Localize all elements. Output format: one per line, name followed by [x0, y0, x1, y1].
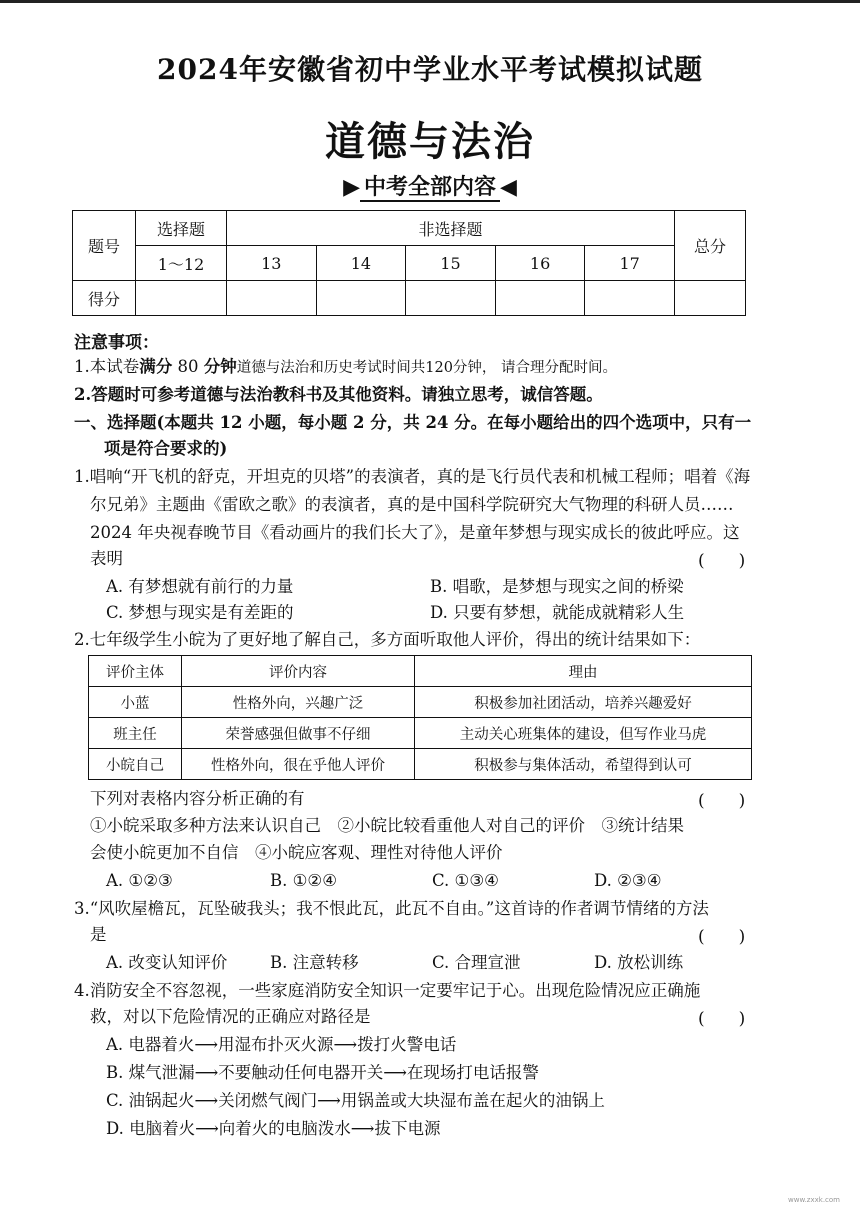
table-cell: 小皖自己 — [89, 749, 182, 780]
table-cell: 17 — [585, 246, 675, 281]
table-row — [73, 246, 746, 281]
triangle-left-icon: ◀ — [500, 174, 517, 200]
option-b: B. 煤气泄漏⟶不要触动任何电器开关⟶在现场打电话报警 — [106, 1063, 539, 1082]
score-table — [72, 210, 746, 316]
score-input-cell — [495, 281, 585, 316]
question-1-stem: 尔兄弟》主题曲《雷欧之歌》的表演者，真的是中国科学院研究大气物理的科研人员…… — [90, 495, 734, 514]
table-cell: 13 — [227, 246, 317, 281]
option-b: B. 注意转移 — [270, 953, 359, 972]
section-1-heading: 一、选择题(本题共 12 小题，每小题 2 分，共 24 分。在每小题给出的四个选项中，只有一 — [74, 413, 752, 432]
table-cell: 16 — [495, 246, 585, 281]
score-input-cell — [316, 281, 406, 316]
table-cell: 选择题 — [136, 211, 227, 246]
table-cell: 15 — [406, 246, 496, 281]
table-cell: 积极参加社团活动，培养兴趣爱好 — [415, 687, 752, 718]
note-text: 分钟 — [203, 357, 237, 376]
question-3-stem: 3.“风吹屋檐瓦，瓦坠破我头；我不恨此瓦，此瓦不自由。”这首诗的作者调节情绪的方法 — [74, 899, 709, 918]
question-3-stem: 是 — [90, 925, 107, 944]
section-1-heading-cont: 项是符合要求的) — [104, 439, 228, 458]
table-cell: 荣誉感强但做事不仔细 — [182, 718, 415, 749]
table-row — [73, 281, 746, 316]
option-d: D. ②③④ — [594, 871, 662, 890]
exam-title: 2024年安徽省初中学业水平考试模拟试题 — [157, 53, 703, 86]
option-a: A. 改变认知评价 — [106, 953, 228, 972]
question-4-stem: 救，对以下危险情况的正确应对路径是 — [90, 1007, 371, 1026]
answer-bracket: ( ) — [698, 791, 746, 811]
evaluation-table — [88, 655, 752, 780]
table-row — [89, 656, 752, 687]
question-1-stem: 1.唱响“开飞机的舒克，开坦克的贝塔”的表演者，真的是飞行员代表和机械工程师；唱着《海 — [74, 467, 751, 486]
question-2-stem: 2.七年级学生小皖为了更好地了解自己，多方面听取他人评价，得出的统计结果如下： — [74, 630, 701, 649]
table-cell: 总分 — [675, 211, 746, 281]
option-a: A. ①②③ — [106, 871, 173, 890]
note-text: 1.本试卷 — [74, 357, 140, 376]
table-row — [89, 687, 752, 718]
table-cell: 积极参与集体活动，希望得到认可 — [415, 749, 752, 780]
scope-banner — [0, 170, 860, 201]
option-d: D. 只要有梦想，就能成就精彩人生 — [430, 603, 685, 622]
question-1-stem: 表明 — [90, 549, 123, 568]
note-1 — [74, 354, 617, 381]
table-cell: 1～12 — [136, 246, 227, 281]
table-header: 理由 — [415, 656, 752, 687]
table-header: 评价内容 — [182, 656, 415, 687]
note-text: 道德与法治和历史考试时间共120分钟， 请合理分配时间。 — [236, 360, 618, 376]
table-cell: 小蓝 — [89, 687, 182, 718]
option-d: D. 放松训练 — [594, 953, 684, 972]
option-a: A. 电器着火⟶用湿布扑灭火源⟶拨打火警电话 — [106, 1035, 457, 1054]
table-row — [89, 749, 752, 780]
option-c: C. 油锅起火⟶关闭燃气阀门⟶用锅盖或大块湿布盖在起火的油锅上 — [106, 1091, 605, 1110]
option-d: D. 电脑着火⟶向着火的电脑泼水⟶拔下电源 — [106, 1119, 441, 1138]
table-cell: 题号 — [73, 211, 136, 281]
question-2-ask: 下列对表格内容分析正确的有 — [90, 789, 305, 808]
note-text: 满分 — [139, 357, 173, 376]
table-cell: 班主任 — [89, 718, 182, 749]
question-2-statements: ①小皖采取多种方法来认识自己 ②小皖比较看重他人对自己的评价 ③统计结果 — [90, 816, 684, 835]
table-cell: 14 — [316, 246, 406, 281]
watermark-text: www.zxxk.com — [788, 1196, 840, 1204]
question-2-statements: 会使小皖更加不自信 ④小皖应客观、理性对待他人评价 — [90, 843, 503, 862]
score-input-cell — [675, 281, 746, 316]
score-input-cell — [227, 281, 317, 316]
answer-bracket: ( ) — [698, 927, 746, 947]
table-cell: 性格外向，兴趣广泛 — [182, 687, 415, 718]
answer-bracket: ( ) — [698, 1009, 746, 1029]
option-c: C. 梦想与现实是有差距的 — [106, 603, 294, 622]
table-row — [73, 211, 746, 246]
table-row — [89, 718, 752, 749]
table-cell: 得分 — [73, 281, 136, 316]
table-cell: 性格外向，很在乎他人评价 — [182, 749, 415, 780]
option-a: A. 有梦想就有前行的力量 — [106, 577, 294, 596]
notes-heading: 注意事项： — [74, 333, 159, 353]
table-cell: 主动关心班集体的建设，但写作业马虎 — [415, 718, 752, 749]
note-2: 2.答题时可参考道德与法治教科书及其他资料。请独立思考，诚信答题。 — [74, 385, 603, 404]
score-input-cell — [136, 281, 227, 316]
table-cell: 非选择题 — [227, 211, 675, 246]
option-c: C. ①③④ — [432, 871, 499, 890]
subject-title: 道德与法治 — [325, 118, 535, 165]
answer-bracket: ( ) — [698, 551, 746, 571]
option-b: B. ①②④ — [270, 871, 337, 890]
triangle-right-icon: ▶ — [343, 174, 360, 200]
note-text: 80 — [172, 357, 204, 376]
scope-text: 中考全部内容 — [360, 174, 500, 202]
option-b: B. 唱歌，是梦想与现实之间的桥梁 — [430, 577, 684, 596]
question-4-stem: 4.消防安全不容忽视，一些家庭消防安全知识一定要牢记于心。出现危险情况应正确施 — [74, 981, 701, 1000]
option-c: C. 合理宣泄 — [432, 953, 521, 972]
score-input-cell — [585, 281, 675, 316]
top-border — [0, 0, 860, 3]
table-header: 评价主体 — [89, 656, 182, 687]
score-input-cell — [406, 281, 496, 316]
question-1-stem: 2024 年央视春晚节目《看动画片的我们长大了》，是童年梦想与现实成长的彼此呼应。这 — [90, 523, 740, 542]
